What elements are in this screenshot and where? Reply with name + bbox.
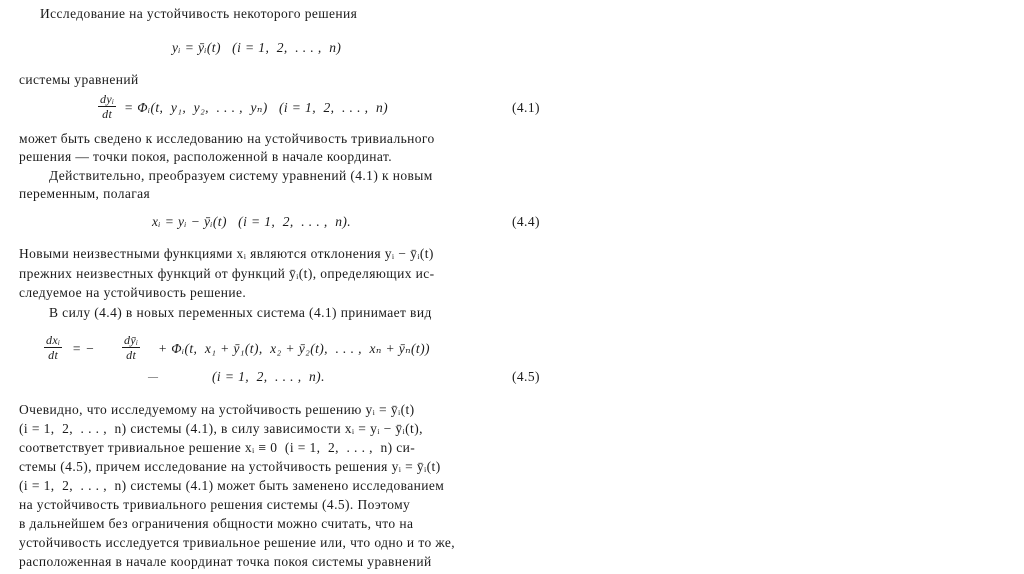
equation-4-1: = Φᵢ(t, y₁, y₂, . . . , yₙ) (i = 1, 2, . . . , n) [124, 100, 389, 115]
paragraph-line: расположенная в начале координат точка покоя системы уравнений [19, 554, 432, 569]
equation-4-5-minus: = − [72, 341, 95, 356]
paragraph-line: может быть сведено к исследованию на устойчивость тривиального [19, 131, 435, 146]
paragraph-line: Действительно, преобразуем систему уравнений (4.1) к новым [49, 168, 433, 183]
equation-4-1-fraction [98, 92, 116, 121]
paragraph-line: устойчивость исследуется тривиальное решение или, что одно и то же, [19, 535, 456, 550]
paragraph-line: в дальнейшем без ограничения общности можно считать, что на [19, 516, 414, 531]
paragraph-line: стемы (4.5), причем исследование на устойчивость решения yᵢ = ȳᵢ(t) [19, 459, 441, 474]
paragraph-line: следуемое на устойчивость решение. [19, 285, 247, 300]
paragraph-line: системы уравнений [19, 72, 139, 87]
paragraph-line: прежних неизвестных функций от функций ȳᵢ(t), определяющих ис- [19, 266, 435, 281]
equation-number: (4.5) [512, 369, 540, 384]
paragraph-line: соответствует тривиальное решение xᵢ ≡ 0 (i = 1, 2, . . . , n) си- [19, 440, 416, 455]
stray-mark: — [148, 372, 159, 383]
fraction-numerator: dȳᵢ [124, 333, 139, 347]
fraction-numerator: dxᵢ [46, 333, 61, 347]
paragraph-line: переменным, полагая [19, 186, 151, 201]
fraction-denominator: dt [48, 348, 59, 362]
equation-number: (4.1) [512, 100, 540, 115]
equation-number: (4.4) [512, 214, 540, 229]
paragraph-line: Очевидно, что исследуемому на устойчивость решению yᵢ = ȳᵢ(t) [19, 402, 415, 417]
paragraph-line: на устойчивость тривиального решения системы (4.5). Поэтому [19, 497, 411, 512]
paragraph-line: решения — точки покоя, расположенной в начале координат. [19, 149, 393, 164]
equation-4-5: + Φᵢ(t, x₁ + ȳ₁(t), x₂ + ȳ₂(t), . . . , xₙ + ȳₙ(t)) [158, 341, 430, 356]
paragraph-line: Исследование на устойчивость некоторого решения [40, 6, 358, 21]
equation-4-5-fraction-right [122, 333, 140, 362]
equation-solution: yᵢ = ȳᵢ(t) (i = 1, 2, . . . , n) [172, 40, 342, 55]
paragraph-line: (i = 1, 2, . . . , n) системы (4.1) может быть заменено исследованием [19, 478, 445, 493]
equation-4-5-range: (i = 1, 2, . . . , n). [212, 369, 325, 384]
paragraph-line: В силу (4.4) в новых переменных система (4.1) принимает вид [49, 305, 432, 320]
fraction-numerator: dyᵢ [100, 92, 115, 106]
paragraph-line: Новыми неизвестными функциями xᵢ являются отклонения yᵢ − ȳᵢ(t) [19, 246, 434, 261]
fraction-denominator: dt [102, 107, 113, 121]
equation-4-5-fraction-left [44, 333, 62, 362]
equation-4-4: xᵢ = yᵢ − ȳᵢ(t) (i = 1, 2, . . . , n). [152, 214, 352, 229]
paragraph-line: (i = 1, 2, . . . , n) системы (4.1), в силу зависимости xᵢ = yᵢ − ȳᵢ(t), [19, 421, 423, 436]
fraction-denominator: dt [126, 348, 137, 362]
